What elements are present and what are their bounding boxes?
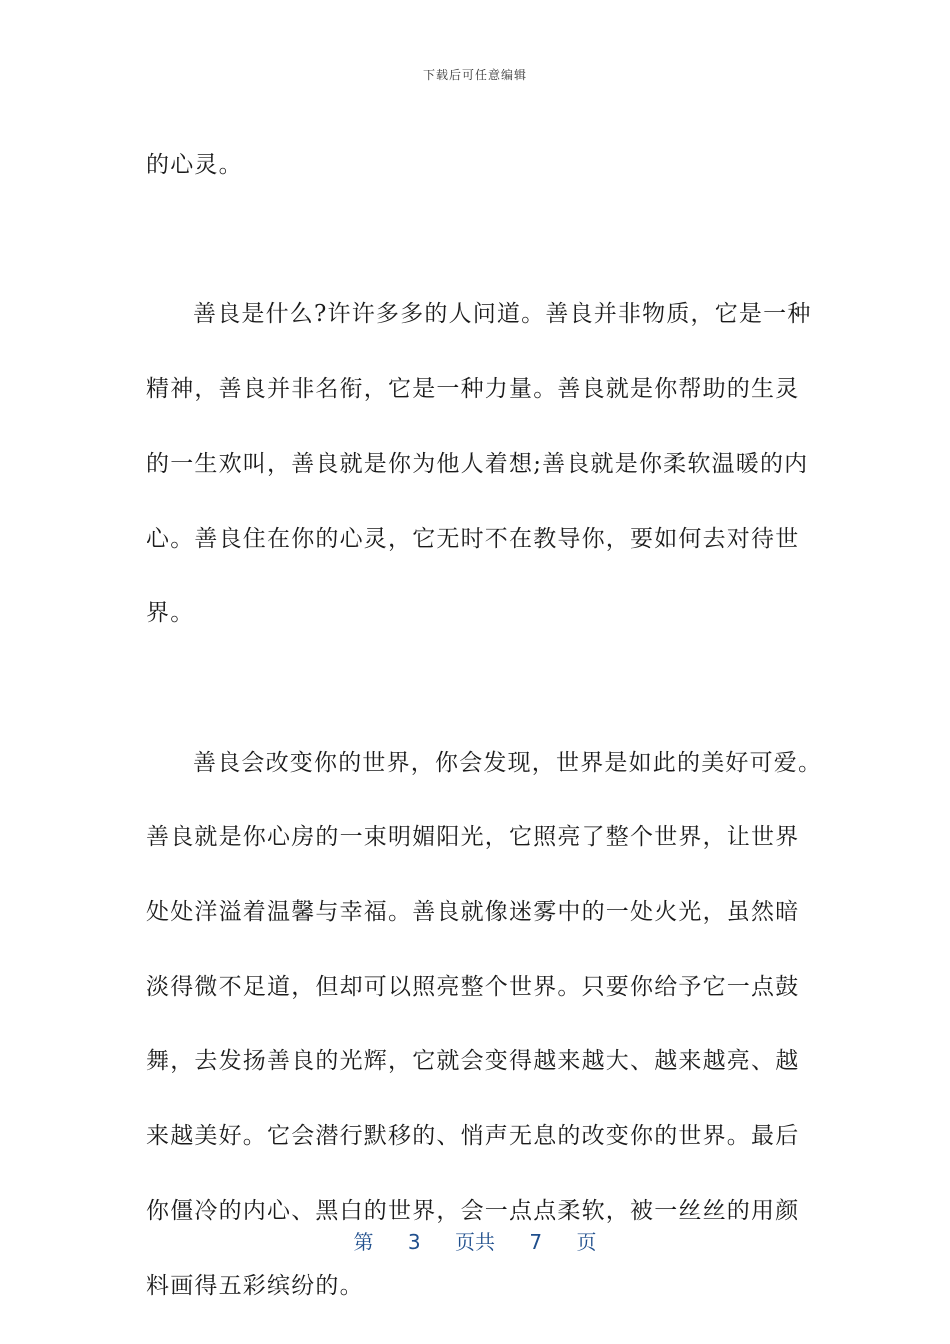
text-line: 你僵冷的内心、黑白的世界，会一点点柔软，被一丝丝的用颜: [146, 1197, 800, 1224]
paragraph-gap: [146, 651, 806, 726]
text-line: 精神，善良并非名衔，它是一种力量。善良就是你帮助的生灵: [146, 376, 800, 403]
text-line: 的一生欢叫，善良就是你为他人着想;善良就是你柔软温暖的内: [146, 450, 809, 477]
text-line: 善良就是你心房的一束明媚阳光，它照亮了整个世界，让世界: [146, 824, 800, 851]
text-line: 善良会改变你的世界，你会发现，世界是如此的美好可爱。: [193, 749, 823, 776]
footer-suffix: 页: [576, 1230, 597, 1254]
text-line: 处处洋溢着温馨与幸福。善良就像迷雾中的一处火光，虽然暗: [146, 899, 800, 925]
paragraph-gap: [146, 203, 806, 278]
text-line: 界。: [146, 600, 195, 627]
text-line: 的心灵。: [146, 152, 243, 178]
footer-middle: 页共: [455, 1230, 495, 1254]
text-line: 善良是什么?许许多多的人问道。善良并非物质，它是一种: [193, 301, 812, 328]
header-note: 下载后可任意编辑: [422, 68, 527, 82]
total-page-number: 7: [529, 1230, 543, 1254]
text-line: 舞，去发扬善良的光辉，它就会变得越来越大、越来越亮、越: [146, 1048, 800, 1075]
body-text: [146, 128, 823, 1323]
page-number-footer: [0, 1226, 950, 1255]
text-line: 来越美好。它会潜行默移的、悄声无息的改变你的世界。最后: [146, 1123, 800, 1150]
text-line: 料画得五彩缤纷的。: [146, 1272, 364, 1299]
current-page-number: 3: [407, 1230, 421, 1254]
footer-prefix: 第: [353, 1230, 374, 1254]
text-line: 淡得微不足道，但却可以照亮整个世界。只要你给予它一点鼓: [146, 973, 800, 1000]
text-line: 心。善良住在你的心灵，它无时不在教导你，要如何去对待世: [146, 525, 800, 552]
